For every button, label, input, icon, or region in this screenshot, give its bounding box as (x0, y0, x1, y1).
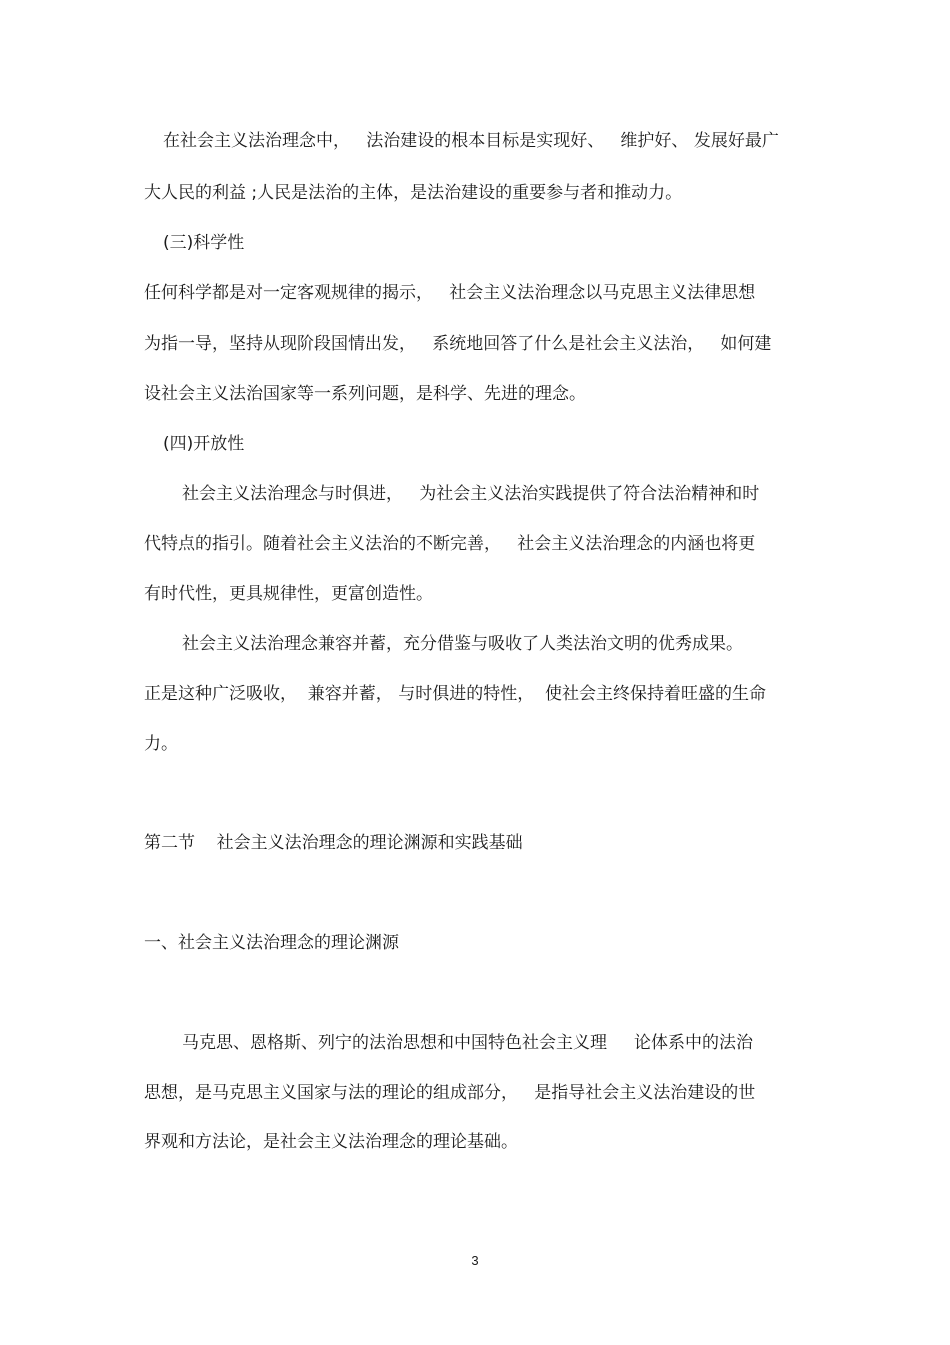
subheading-openness: (四)开放性 (163, 434, 245, 454)
paragraph-line: 社会主义法治理念兼容并蓄，充分借鉴与吸收了人类法治文明的优秀成果。 (182, 634, 743, 654)
paragraph-line: 思想，是马克思主义国家与法的理论的组成部分， 是指导社会主义法治建设的世 (144, 1083, 756, 1103)
paragraph-line: 界观和方法论，是社会主义法治理念的理论基础。 (144, 1132, 518, 1152)
paragraph-line: 代特点的指引。随着社会主义法治的不断完善， 社会主义法治理念的内涵也将更 (144, 534, 756, 554)
paragraph-line: 正是这种广泛吸收， 兼容并蓄， 与时俱进的特性， 使社会主终保持着旺盛的生命 (144, 684, 767, 704)
section-title: 第二节 社会主义法治理念的理论渊源和实践基础 (144, 833, 523, 853)
paragraph-line: 为指一导，坚持从现阶段国情出发， 系统地回答了什么是社会主义法治， 如何建 (144, 334, 772, 354)
paragraph-line: 力。 (144, 734, 178, 754)
paragraph-line: 有时代性，更具规律性，更富创造性。 (144, 584, 433, 604)
paragraph-line: 设社会主义法治国家等一系列问题，是科学、先进的理念。 (144, 384, 586, 404)
paragraph-line: 社会主义法治理念与时俱进， 为社会主义法治实践提供了符合法治精神和时 (182, 484, 760, 504)
paragraph-line: 任何科学都是对一定客观规律的揭示， 社会主义法治理念以马克思主义法律思想 (144, 283, 756, 303)
subheading-scientific: (三)科学性 (163, 233, 245, 253)
subsection-title: 一、社会主义法治理念的理论渊源 (144, 933, 399, 953)
paragraph-line: 马克思、恩格斯、列宁的法治思想和中国特色社会主义理 论体系中的法治 (182, 1033, 754, 1053)
paragraph-line: 大人民的利益 ;人民是法治的主体，是法治建设的重要参与者和推动力。 (144, 183, 683, 203)
page-number: 3 (471, 1253, 479, 1268)
paragraph-line: 在社会主义法治理念中， 法治建设的根本目标是实现好、 维护好、 发展好最广 (163, 131, 779, 151)
